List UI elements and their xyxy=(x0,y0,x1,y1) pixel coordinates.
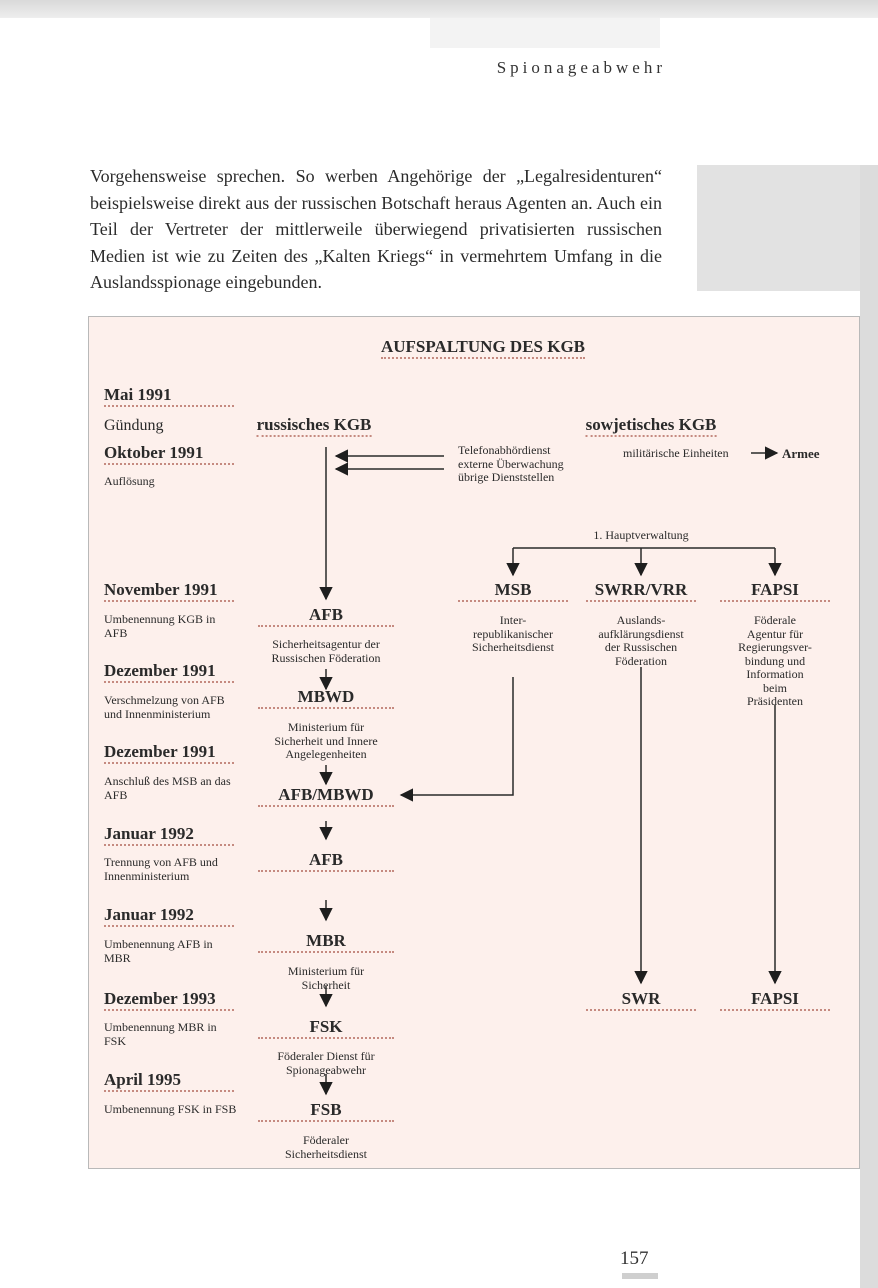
soviet-kgb-label: sowjetisches KGB xyxy=(586,415,717,437)
node-fapsi-desc: Föderale Agentur für Regierungsver- bindung und Information beim Präsidenten xyxy=(738,613,812,708)
margin-gray-box xyxy=(697,165,860,291)
node-swrr-vrr-desc: Auslands- aufklärungsdienst der Russischen Föderation xyxy=(598,613,684,668)
military-units: militärische Einheiten xyxy=(623,446,729,460)
node-msb: MSB xyxy=(458,580,568,602)
node-fsb: FSB xyxy=(258,1100,394,1122)
diagram-title: AUFSPALTUNG DES KGB xyxy=(381,337,585,359)
intro-paragraph: Vorgehensweise sprechen. So werben Angehörige der „Legalresidenturen“ beispielsweise direkt aus der russischen Botschaft heraus Agenten an. Auch ein Teil der Vertreter der mittlerweile überwiegend privatisierten russischen Medien ist wie zu Zeiten des „Kalten Kriegs“ in vermehrtem Umfang in die Auslandsspionage eingebunden. xyxy=(90,166,662,292)
timeline-event: Umbenennung KGB in AFB xyxy=(104,612,216,640)
page-number: 157 xyxy=(620,1248,649,1269)
timeline-event: Umbenennung FSK in FSB xyxy=(104,1102,237,1116)
node-fsb-desc: Föderaler Sicherheitsdienst xyxy=(285,1133,367,1161)
node-fsk-desc: Föderaler Dienst für Spionageabwehr xyxy=(277,1049,375,1077)
hauptverwaltung-label: 1. Hauptverwaltung xyxy=(593,528,689,542)
node-afb-mbwd: AFB/MBWD xyxy=(258,785,394,807)
top-scan-bar xyxy=(0,0,878,18)
timeline-event: Umbenennung MBR in FSK xyxy=(104,1020,217,1048)
node-fapsi-final: FAPSI xyxy=(720,989,830,1011)
timeline-date: Dezember 1991 xyxy=(104,742,234,764)
node-swr: SWR xyxy=(586,989,696,1011)
node-afb-2: AFB xyxy=(258,850,394,872)
timeline-date: Dezember 1993 xyxy=(104,989,234,1011)
timeline-date: Oktober 1991 xyxy=(104,443,234,465)
page-number-mark xyxy=(622,1273,658,1279)
timeline-event: Umbenennung AFB in MBR xyxy=(104,937,213,965)
timeline-event: Verschmelzung von AFB und Innenministerium xyxy=(104,693,225,721)
timeline-event: Auflösung xyxy=(104,474,155,488)
timeline-date: Mai 1991 xyxy=(104,385,234,407)
timeline-event: Trennung von AFB und Innenministerium xyxy=(104,855,218,883)
node-mbr: MBR xyxy=(258,931,394,953)
timeline-date: April 1995 xyxy=(104,1070,234,1092)
kgb-diagram xyxy=(88,316,860,1169)
running-head: Spionageabwehr xyxy=(496,58,666,77)
timeline-date: November 1991 xyxy=(104,580,234,602)
top-scan-shade xyxy=(430,18,660,48)
node-mbr-desc: Ministerium für Sicherheit xyxy=(287,964,365,992)
transferred-units: Telefonabhördienst externe Überwachung übrige Dienststellen xyxy=(458,443,564,484)
timeline-event: Gündung xyxy=(104,417,164,434)
russian-kgb-label: russisches KGB xyxy=(257,415,372,437)
timeline-event: Anschluß des MSB an das AFB xyxy=(104,774,231,802)
timeline-date: Januar 1992 xyxy=(104,905,234,927)
node-mbwd-desc: Ministerium für Sicherheit und Innere Angelegenheiten xyxy=(274,720,378,761)
node-afb: AFB xyxy=(258,605,394,627)
node-fsk: FSK xyxy=(258,1017,394,1039)
node-msb-desc: Inter- republikanischer Sicherheitsdienst xyxy=(472,613,554,654)
node-fapsi: FAPSI xyxy=(720,580,830,602)
node-afb-desc: Sicherheitsagentur der Russischen Föderation xyxy=(271,637,381,665)
node-swrr-vrr: SWRR/VRR xyxy=(586,580,696,602)
timeline-date: Januar 1992 xyxy=(104,824,234,846)
army-label: Armee xyxy=(782,446,820,461)
node-mbwd: MBWD xyxy=(258,687,394,709)
page-edge-strip xyxy=(860,165,878,1288)
timeline-date: Dezember 1991 xyxy=(104,661,234,683)
